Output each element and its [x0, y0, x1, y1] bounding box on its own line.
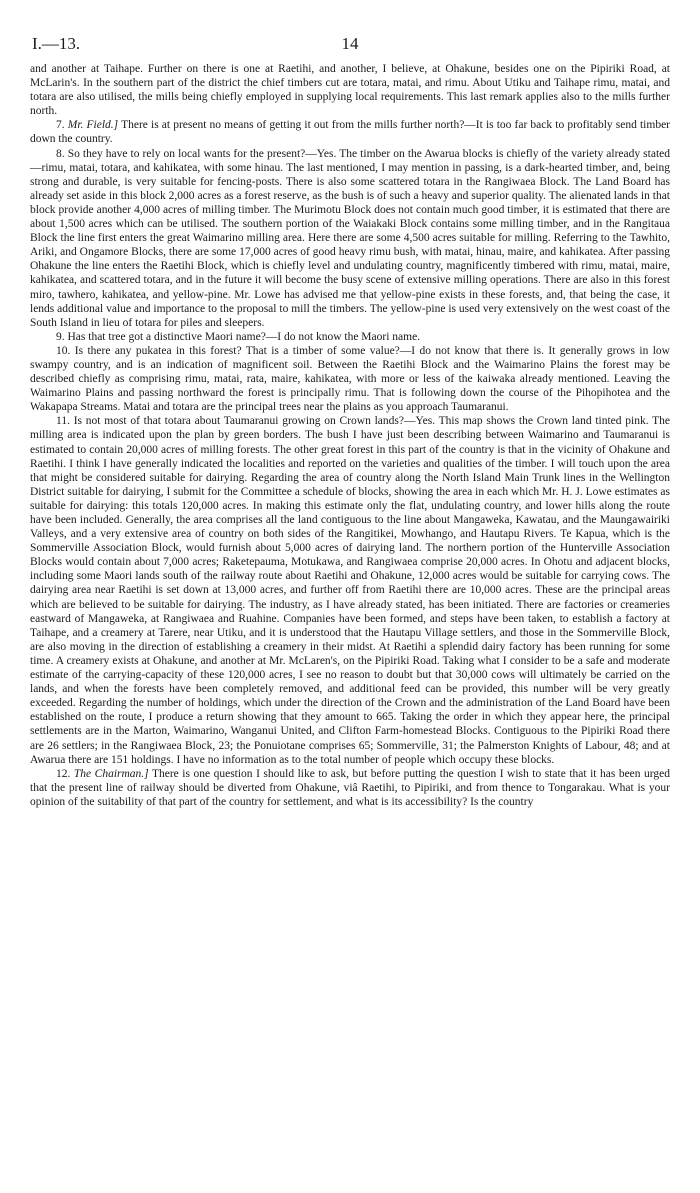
question-number: 11.	[56, 415, 70, 428]
paragraph-text: Is there any pukatea in this forest? That is a timber of some value?—I do not know that there is. It generally grows in low swampy country, and is an indication of magnificent soil. Between the Raetihi Block and the Waimarino Plains the forest may be described chiefly as comprising rimu, matai, rata, maire, kahikatea, with more or less of the kaiwaka already mentioned. Leaving the Waimarino Plains and passing northward the forest is principally rimu. That is following down the course of the Pihopihotea and the Wakapapa Streams. Matai and totara are the principal trees near the plains as you approach Taumaranui.	[30, 344, 670, 414]
question-number: 10.	[56, 344, 71, 357]
question-number: 8.	[56, 147, 65, 160]
paragraph-q9	[30, 330, 670, 344]
page-header	[32, 34, 668, 58]
paragraph-text: Is not most of that totara about Taumaranui growing on Crown lands?—Yes. This map shows the Crown land tinted pink. The milling area is indicated upon the plan by green borders. The bush I have just been describing between Waimarino and Taumaranui is estimated to contain 20,000 acres of milling forests. The other great forest in this part of the country is that in the vicinity of Ohakune and Raetihi. I think I have generally indicated the localities and reported on the varieties and qualities of the timber. I will touch upon the area that might be considered suitable for dairying. Regarding the area of country along the North Island Main Trunk lines in the Wellington District suitable for dairying, I submit for the Committee a schedule of blocks, showing the area in each which Mr. H. J. Lowe estimates as suitable for dairying: this totals 120,000 acres. In making this estimate only the flat, undulating country, and lower hills along the route have been included. Generally, the area comprises all the land contiguous to the line about Mangaweka, Kawatau, and the Maungawairiki Valleys, and a very extensive area of country on both sides of the Rangitikei, Mowhango, and Hautapu Rivers. Te Kapua, which is the Sommerville Association Block, would furnish about 5,000 acres of dairying land. The northern portion of the Hunterville Association Blocks would contain about 7,000 acres; Raketepauma, Motukawa, and Rangiwaea comprise 20,000 acres. In Ohotu and adjacent blocks, including some Maori lands south of the railway route about Raetihi and Ohakune, 12,000 acres would be suitable for carrying cows. The dairying area near Raetihi is set down at 13,000 acres, and further off from Raetihi there are 10,000 acres. These are the principal areas which are believed to be suitable for dairying. The industry, as I have already stated, has been initiated. There are factories or creameries eastward of Mangaweka, at Rangiwaea and Ruahine. Companies have been formed, and steps have been taken, to establish a factory at Taihape, and a creamery at Tarere, near Utiku, and it is understood that the Hautapu Village settlers, and those in the Sommerville Block, are also moving in the direction of establishing a creamery in their midst. At Raetihi a splendid dairy factory has been running for some time. A creamery exists at Ohakune, and another at Mr. McLaren's, on the Pipiriki Road. Taking what I consider to be a safe and moderate estimate of the carrying-capacity of these 120,000 acres, I see no reason to doubt but that 30,000 cows will ultimately be carried on the lands, and when the forests have been completely removed, and additional feed can be provided, this number will be very greatly exceeded. Regarding the number of holdings, which under the direction of the Crown and the administration of the Land Board have been established on the route, I produce a return showing that they amount to 665. Taking the order in which they appear here, the principal settlements are in the Marton, Waimarino, Wanganui United, and Clifton Farm-homestead Blocks. Contiguous to the Pipiriki Road there are 26 settlers; in the Rangiwaea Block, 23; the Ponuiotane comprises 65; Sommerville, 31; the Palmerston Knights of Labour, 48; and at Awarua there are 151 holdings. I have no information as to the total number of people which occupy these blocks.	[30, 415, 671, 766]
question-number: 9.	[56, 330, 65, 343]
paragraph-q10	[30, 344, 670, 414]
paragraph-text: There is one question I should like to ask, but before putting the question I wish to state that it has been urged that the present line of railway should be diverted from Ohakune, viâ Raetihi, to Pipiriki, and from thence to Tongarakau. What is your opinion of the suitability of that part of the country for settlement, and what is its accessibility? Is the country	[30, 767, 671, 808]
paragraph-text: There is at present no means of getting it out from the mills further north?—It is too far back to profitably send timber down the country.	[30, 119, 671, 146]
speaker-label: The Chairman.]	[73, 767, 149, 780]
page-number: 14	[341, 34, 359, 53]
paragraph-q12	[30, 767, 670, 809]
paragraph-q8	[30, 147, 670, 330]
document-reference: I.—13.	[32, 34, 81, 53]
paragraph-text: Has that tree got a distinctive Maori name?—I do not know the Maori name.	[67, 330, 421, 343]
paragraph-q7	[30, 118, 670, 146]
question-number: 12.	[56, 767, 71, 780]
paragraph-q11	[30, 414, 670, 766]
speaker-label: Mr. Field.]	[67, 119, 119, 132]
body-text	[30, 62, 670, 809]
question-number: 7.	[56, 119, 65, 132]
paragraph-text: So they have to rely on local wants for the present?—Yes. The timber on the Awarua blocks is chiefly of the variety already stated—rimu, matai, totara, and kahikatea, with some hinau. The last mentioned, I may mention in passing, is a dark-hearted timber, and, being strong and durable, is very suitable for fencing-posts. There is also some scattered totara in the Rangiwaea Block. The Land Board has already set aside in this block 2,000 acres as a forest reserve, as the bush is of such a heavy and superior quality. The alienated lands in that block provide another 4,000 acres of milling timber. The Murimotu Block does not contain much good timber, it is estimated that there are about 1,500 acres which can be utilised. The southern portion of the Waiakaki Block contains some milling timber, and in the Rangitaua Block the line first enters the great Waimarino milling area. Here there are some 4,500 acres suitable for milling. Referring to the Tawhito, Ariki, and Ongamore Blocks, there are some 17,000 acres of good heavy rimu bush, with matai, hinau, maire, and kahikatea. After passing Ohakune the line enters the Raetihi Block, which is chiefly level and undulating country, magnificently timbered with rimu, matai, maire, kahikatea, and scattered totara, and in the future it will become the busy scene of extensive milling operations. There are also in this forest miro, tawhero, kahikatea, and yellow-pine. Mr. Lowe has advised me that yellow-pine exists in these forests, and, that being the case, it lends additional value and importance to the proposal to mill the timbers. The yellow-pine is used very extensively on the west coast of the South Island in lieu of totara for piles and sleepers.	[30, 147, 671, 329]
paragraph	[30, 62, 670, 118]
paragraph-text: and another at Taihape. Further on there is one at Raetihi, and another, I believe, at Ohakune, besides one on the Pipiriki Road, at McLarin's. In the southern part of the district the chief timbers cut are totara, matai, and rimu. About Utiku and Taihape rimu, matai, and totara are also utilised, the mills being chiefly employed in supplying local requirements. This last remark applies also to the mills further north.	[30, 63, 670, 118]
